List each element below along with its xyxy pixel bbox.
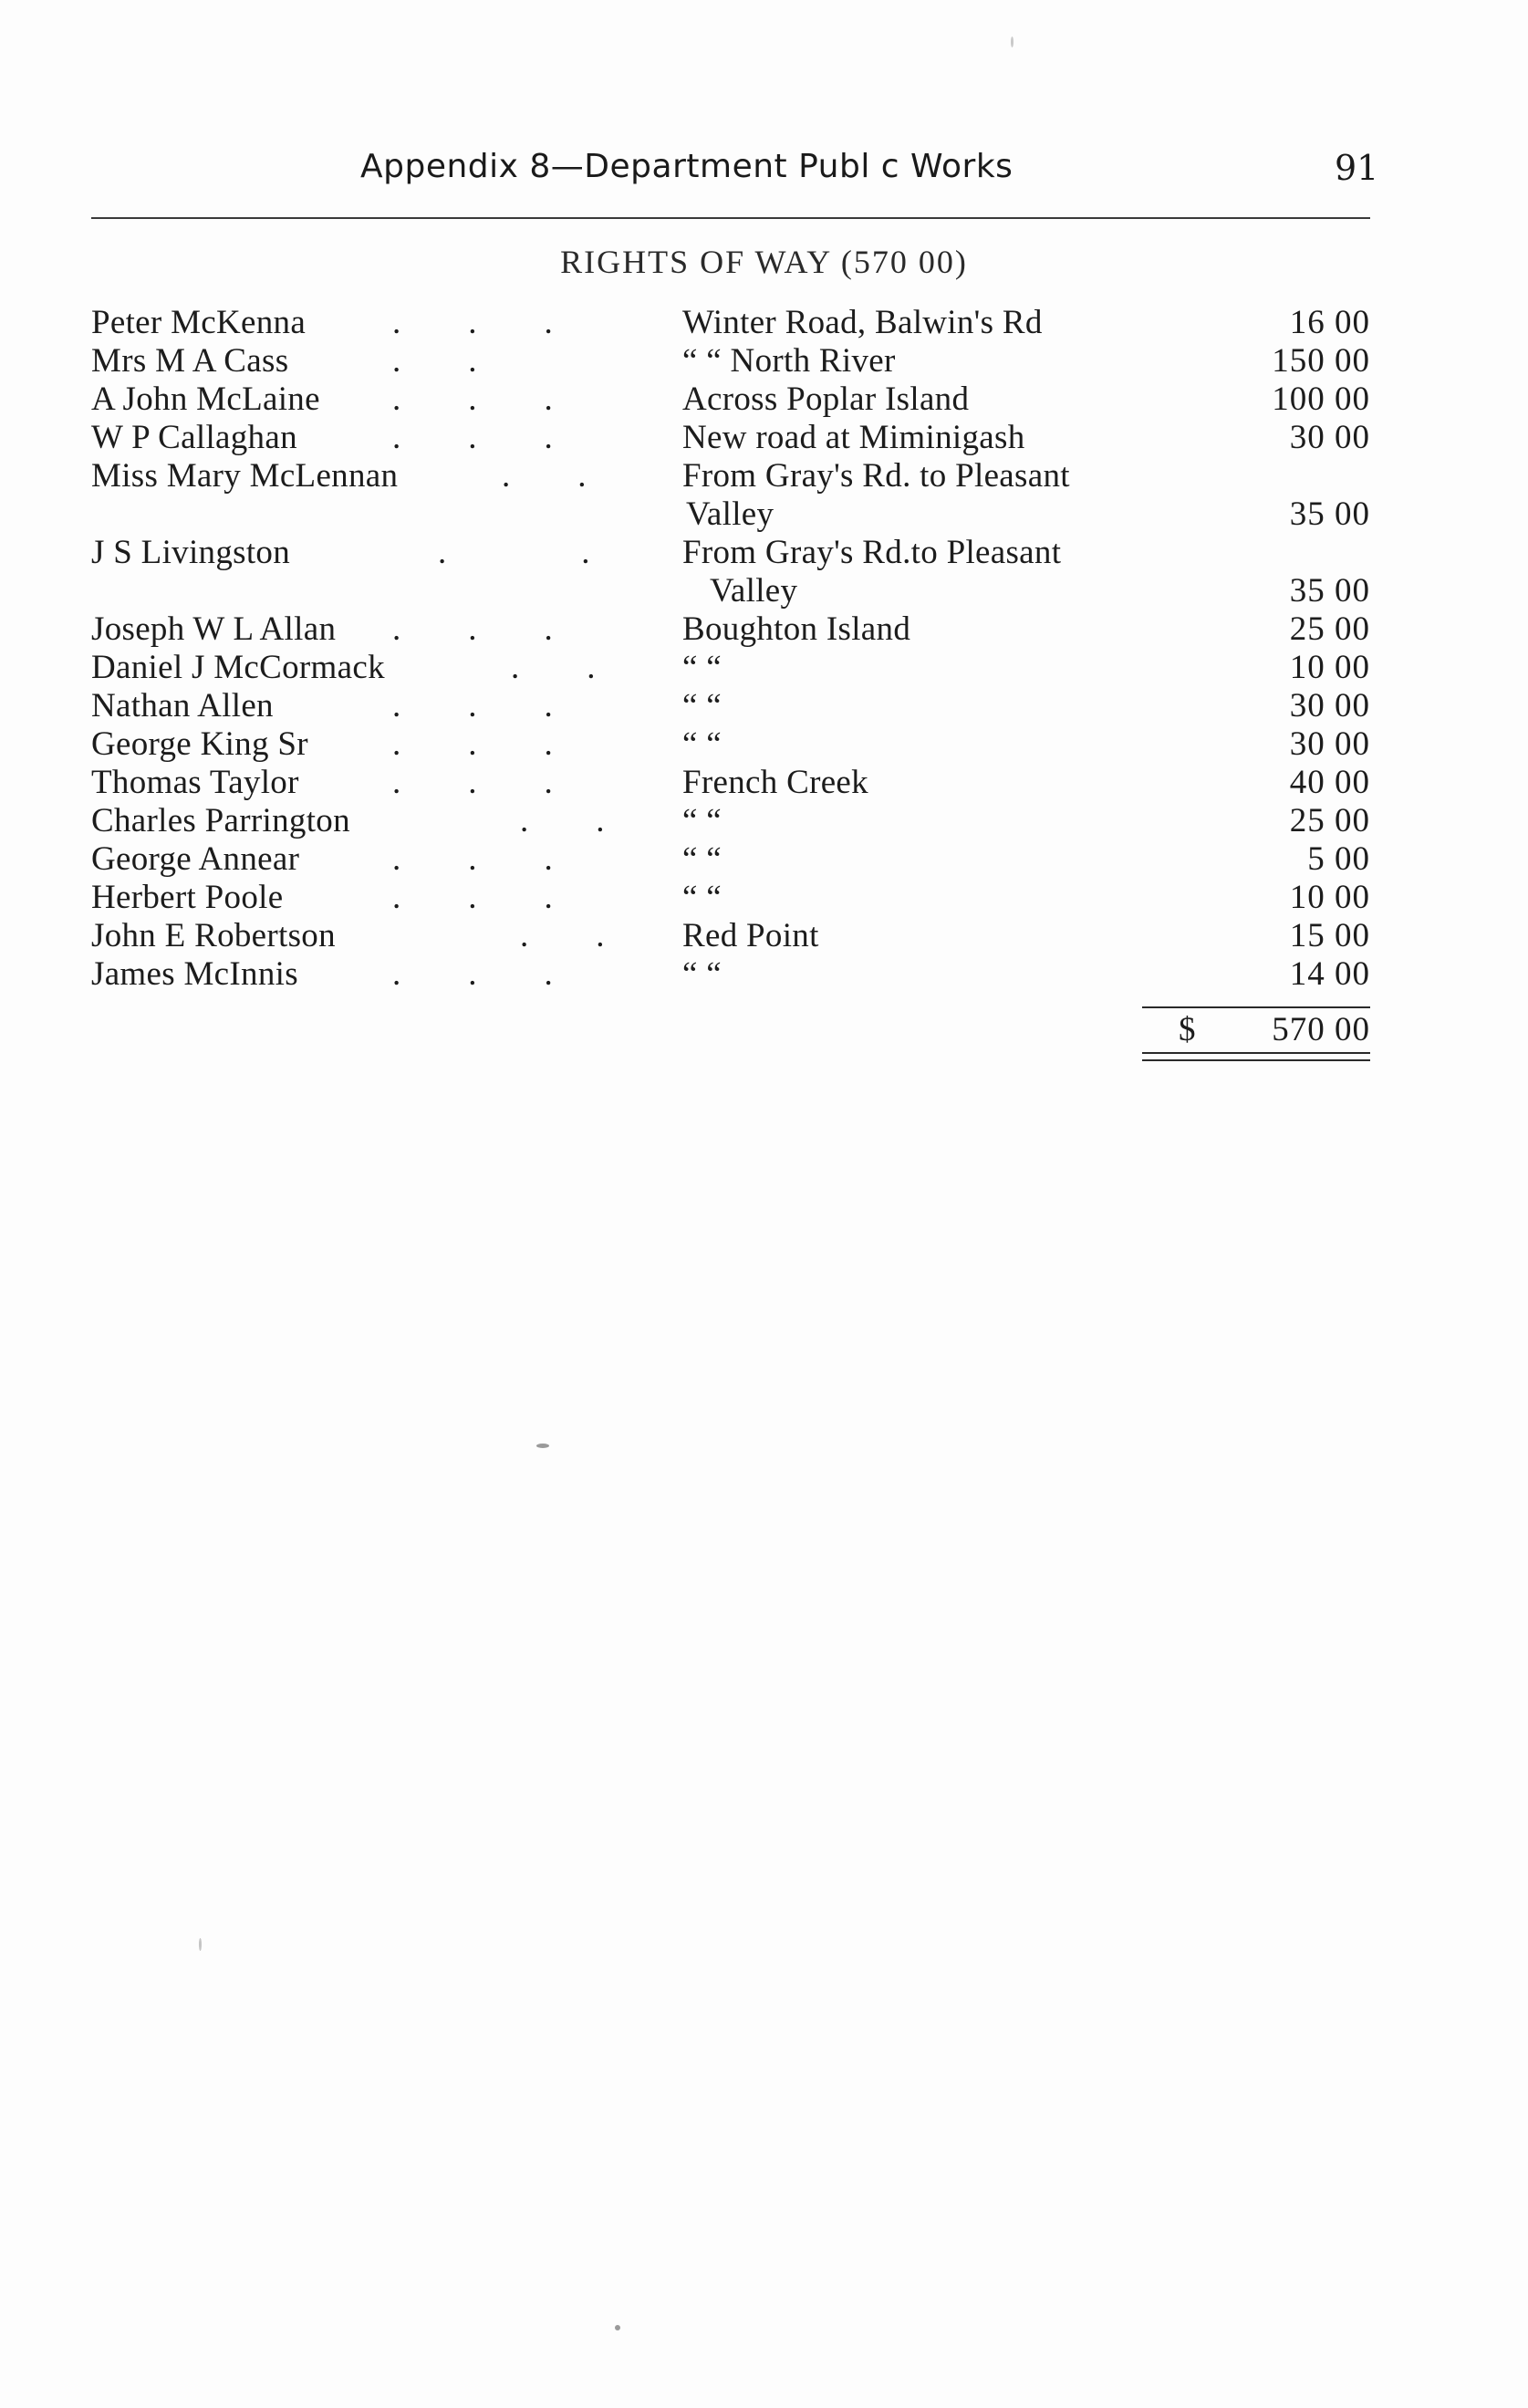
amount: 10 00 bbox=[1289, 649, 1370, 686]
running-head-title: Appendix 8—Department Publ c Works bbox=[360, 148, 1013, 185]
leader-dots: . . . bbox=[392, 419, 553, 456]
header-rule bbox=[91, 217, 1370, 219]
leader-dots: . . . bbox=[392, 879, 553, 916]
leader-dots: . . bbox=[511, 649, 596, 686]
amount: 30 00 bbox=[1289, 419, 1370, 456]
ledger-row bbox=[91, 764, 1370, 802]
payee-name: Nathan Allen bbox=[91, 687, 274, 724]
amount: 25 00 bbox=[1289, 802, 1370, 839]
location: “ “ bbox=[682, 840, 722, 878]
location-line-2: Valley bbox=[710, 572, 798, 610]
ledger-row bbox=[91, 304, 1370, 342]
location: Across Poplar Island bbox=[682, 380, 970, 418]
location: “ “ bbox=[682, 955, 722, 993]
location: French Creek bbox=[682, 764, 868, 801]
location: Winter Road, Balwin's Rd bbox=[682, 304, 1043, 341]
amount: 25 00 bbox=[1289, 610, 1370, 648]
ledger-row bbox=[91, 380, 1370, 419]
location-line-2: Valley bbox=[686, 495, 774, 533]
location: “ “ North River bbox=[682, 342, 896, 380]
location: New road at Miminigash bbox=[682, 419, 1025, 456]
ledger-row bbox=[91, 610, 1370, 649]
ledger-row bbox=[91, 419, 1370, 457]
payee-name: Mrs M A Cass bbox=[91, 342, 289, 380]
payee-name: Joseph W L Allan bbox=[91, 610, 337, 648]
amount: 100 00 bbox=[1272, 380, 1370, 418]
ledger-row bbox=[91, 649, 1370, 687]
ledger-row bbox=[91, 917, 1370, 955]
leader-dots: . . . bbox=[392, 840, 553, 878]
location: “ “ bbox=[682, 649, 722, 686]
total-rule bbox=[1142, 1006, 1370, 1008]
amount: 35 00 bbox=[1289, 572, 1370, 610]
leader-dots: . . bbox=[392, 342, 477, 380]
leader-dots: . . . bbox=[392, 610, 553, 648]
payee-name: J S Livingston bbox=[91, 534, 291, 571]
ledger-row bbox=[91, 725, 1370, 764]
section-title: RIGHTS OF WAY (570 00) bbox=[560, 244, 968, 280]
payee-name: John E Robertson bbox=[91, 917, 336, 954]
payee-name: Charles Parrington bbox=[91, 802, 350, 839]
ledger-row bbox=[91, 802, 1370, 840]
amount: 5 00 bbox=[1307, 840, 1370, 878]
payee-name: Herbert Poole bbox=[91, 879, 284, 916]
leader-dots: . . . bbox=[392, 687, 553, 724]
amount: 10 00 bbox=[1289, 879, 1370, 916]
payee-name: Daniel J McCormack bbox=[91, 649, 385, 686]
total-row bbox=[91, 1006, 1370, 1061]
scan-speck bbox=[199, 1938, 202, 1951]
leader-dots: . . . bbox=[392, 380, 553, 418]
rights-of-way-ledger bbox=[91, 304, 1370, 1061]
currency-symbol: $ bbox=[1179, 1011, 1196, 1048]
location: “ “ bbox=[682, 879, 722, 916]
amount: 15 00 bbox=[1289, 917, 1370, 954]
scan-speck bbox=[536, 1444, 549, 1448]
scan-speck bbox=[1011, 36, 1013, 47]
leader-dots: . . . bbox=[392, 764, 553, 801]
leader-dots: . . bbox=[520, 802, 605, 839]
location: “ “ bbox=[682, 802, 722, 839]
leader-dots: . . . bbox=[392, 725, 553, 763]
ledger-row bbox=[91, 879, 1370, 917]
ledger-row bbox=[91, 840, 1370, 879]
payee-name: George Annear bbox=[91, 840, 300, 878]
running-head bbox=[0, 148, 1528, 195]
payee-name: Miss Mary McLennan bbox=[91, 457, 399, 495]
payee-name: George King Sr bbox=[91, 725, 308, 763]
amount: 16 00 bbox=[1289, 304, 1370, 341]
location bbox=[682, 457, 1233, 534]
page-number: 91 bbox=[1335, 148, 1379, 188]
total-amount bbox=[1142, 1012, 1370, 1048]
leader-dots: . . bbox=[438, 534, 590, 571]
leader-dots: . . bbox=[520, 917, 605, 954]
location: “ “ bbox=[682, 725, 722, 763]
payee-name: Thomas Taylor bbox=[91, 764, 299, 801]
payee-name: W P Callaghan bbox=[91, 419, 297, 456]
amount: 30 00 bbox=[1289, 725, 1370, 763]
location: “ “ bbox=[682, 687, 722, 724]
location-line-1: From Gray's Rd.to Pleasant bbox=[682, 534, 1062, 571]
location-line-1: From Gray's Rd. to Pleasant bbox=[682, 457, 1070, 495]
leader-dots: . . bbox=[502, 457, 587, 495]
amount: 30 00 bbox=[1289, 687, 1370, 724]
scan-speck bbox=[615, 2325, 620, 2330]
payee-name: James McInnis bbox=[91, 955, 298, 993]
ledger-row bbox=[91, 687, 1370, 725]
ledger-row bbox=[91, 955, 1370, 994]
amount: 40 00 bbox=[1289, 764, 1370, 801]
location bbox=[682, 534, 1233, 610]
location: Boughton Island bbox=[682, 610, 911, 648]
location: Red Point bbox=[682, 917, 819, 954]
amount: 150 00 bbox=[1272, 342, 1370, 380]
leader-dots: . . . bbox=[392, 304, 553, 341]
ledger-row bbox=[91, 342, 1370, 380]
amount: 35 00 bbox=[1289, 495, 1370, 533]
ledger-row bbox=[91, 457, 1370, 534]
leader-dots: . . . bbox=[392, 955, 553, 993]
payee-name: A John McLaine bbox=[91, 380, 320, 418]
ledger-row bbox=[91, 534, 1370, 610]
amount: 14 00 bbox=[1289, 955, 1370, 993]
total-double-rule bbox=[1142, 1052, 1370, 1061]
payee-name: Peter McKenna bbox=[91, 304, 307, 341]
total-value: 570 00 bbox=[1272, 1011, 1370, 1048]
